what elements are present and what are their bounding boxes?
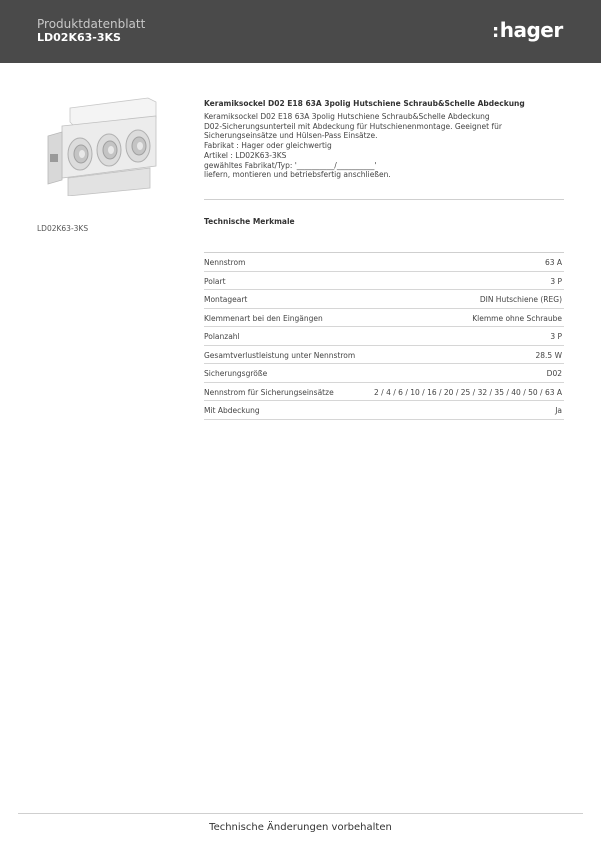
description-line: Sicherungseinsätze und Hülsen-Pass Einsätze. — [204, 131, 378, 141]
table-row — [204, 383, 564, 402]
table-row — [204, 364, 564, 383]
logo-mark: : — [492, 21, 499, 42]
hager-logo — [492, 18, 563, 42]
spec-value: Klemme ohne Schraube — [472, 313, 562, 323]
spec-label: Nennstrom für Sicherungseinsätze — [204, 387, 334, 397]
product-code-heading: LD02K63-3KS — [37, 31, 121, 44]
fuse-socket-3 — [126, 130, 150, 162]
footer-note: Technische Änderungen vorbehalten — [209, 822, 392, 833]
spec-label: Gesamtverlustleistung unter Nennstrom — [204, 350, 356, 360]
table-row — [204, 272, 564, 291]
spec-value: DIN Hutschiene (REG) — [479, 295, 562, 304]
spec-value: Ja — [555, 406, 562, 415]
table-row — [204, 327, 564, 346]
spec-label: Nennstrom — [204, 258, 246, 267]
table-row — [204, 309, 564, 328]
description-line: Keramiksockel D02 E18 63A 3polig Hutschiene Schraub&Schelle Abdeckung — [204, 112, 490, 121]
spec-value: 63 A — [544, 258, 562, 267]
spec-label: Polanzahl — [204, 332, 240, 341]
product-caption: LD02K63-3KS — [37, 224, 89, 233]
logo-text: hager — [499, 18, 563, 42]
footer-divider — [18, 813, 583, 814]
description-line: D02-Sicherungsunterteil mit Abdeckung für Hutschienenmontage. Geeignet für — [204, 121, 502, 131]
description-line: gewähltes Fabrikat/Typ: '__________/__________' — [204, 160, 377, 170]
table-row — [204, 253, 564, 272]
table-row — [204, 290, 564, 309]
specs-title: Technische Merkmale — [204, 217, 295, 226]
section-divider — [204, 199, 564, 200]
description-line: liefern, montieren und betriebsfertig anschließen. — [204, 170, 391, 180]
spec-value: 28.5 W — [535, 350, 562, 360]
spec-label: Klemmenart bei den Eingängen — [204, 313, 323, 323]
description-title: Keramiksockel D02 E18 63A 3polig Hutschiene Schraub&Schelle Abdeckung — [204, 99, 525, 108]
page-header — [0, 0, 601, 63]
fuse-socket-1 — [68, 138, 92, 170]
spec-value: D02 — [546, 369, 562, 378]
document-type: Produktdatenblatt — [37, 17, 146, 31]
spec-label: Montageart — [204, 295, 248, 304]
spec-label: Mit Abdeckung — [204, 406, 260, 415]
specs-table — [204, 253, 564, 420]
fuse-socket-2 — [97, 134, 121, 166]
spec-value: 3 P — [550, 332, 562, 341]
ceramic-fuse-base-3pole-icon — [36, 96, 160, 196]
product-image — [36, 96, 160, 196]
spec-label: Polart — [204, 276, 226, 286]
spec-value: 3 P — [550, 276, 562, 286]
description-line: Artikel : LD02K63-3KS — [204, 150, 287, 160]
description-line: Fabrikat : Hager oder gleichwertig — [204, 141, 332, 151]
spec-value: 2 / 4 / 6 / 10 / 16 / 20 / 25 / 32 / 35 / 40 / 50 / 63 A — [374, 387, 562, 397]
table-row — [204, 401, 564, 420]
spec-label: Sicherungsgröße — [204, 369, 268, 378]
table-row — [204, 346, 564, 365]
description-body — [204, 112, 534, 180]
